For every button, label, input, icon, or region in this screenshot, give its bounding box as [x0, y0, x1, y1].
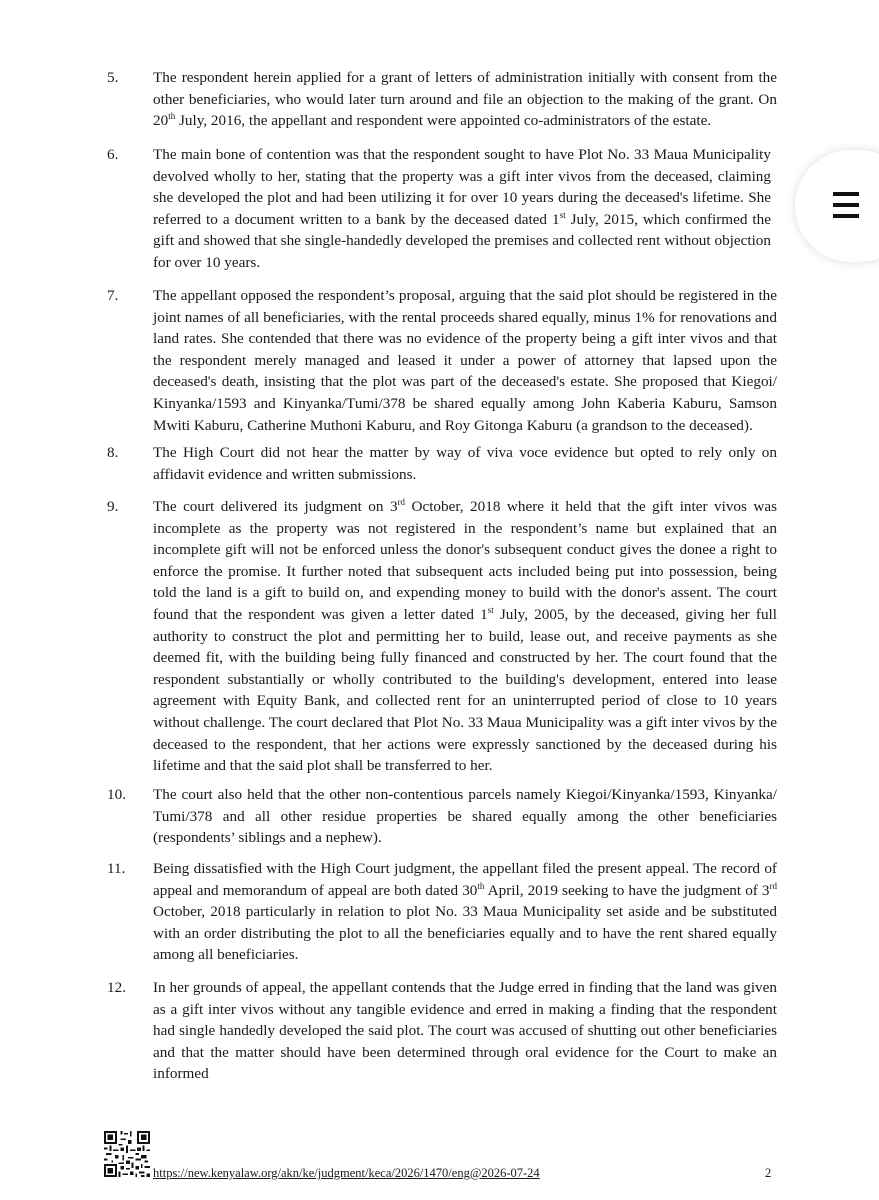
paragraph-text	[153, 285, 777, 436]
paragraph-text	[153, 858, 777, 966]
paragraph-text	[153, 442, 777, 485]
paragraph-text	[153, 496, 777, 777]
text-run: The High Court did not hear the matter by way of viva voce evidence but opted to rely only on affidavit evidence and written submissions.	[153, 444, 777, 483]
paragraph-text	[153, 144, 771, 274]
qr-code-icon	[104, 1131, 150, 1177]
paragraph-number: 11.	[107, 860, 126, 877]
menu-button[interactable]	[795, 150, 879, 262]
text-run: July, 2005, by the deceased, giving her full authority to construct the plot and permitting her to build, lease out, and receive payments as she deemed fit, with the building being fully financed and constructed by her. The court found that the respondent substantially or wholly contributed to the building's development, entered into lease agreement with Equity Bank, and collected rent for an uninterrupted period of close to 10 years without challenge. The court declared that Plot No. 33 Maua Municipality was a gift inter vivos by the deceased to the respondent, that her actions were expressly sanctioned by the deceased during his lifetime and that the said plot shall be transferred to her.	[153, 605, 778, 775]
text-run: The respondent herein applied for a grant of letters of administration initially with consent from the other beneficiaries, who would later turn around and file an objection to the making of the grant. On 20	[153, 69, 777, 130]
paragraph-number: 7.	[107, 287, 119, 304]
judgment-url-link[interactable]: https://new.kenyalaw.org/akn/ke/judgment/keca/2026/1470/eng@2026-07-24	[153, 1166, 540, 1180]
paragraph-number: 5.	[107, 69, 119, 86]
superscript: th	[477, 880, 485, 891]
text-run: Being dissatisfied with the High Court judgment, the appellant filed the present appeal. The record of appeal and memorandum of appeal are both dated 30	[153, 860, 777, 899]
paragraph-number: 6.	[107, 146, 119, 163]
text-run: October, 2018 particularly in relation to plot No. 33 Maua Municipality set aside and be substituted with an order distributing the plot to all the beneficiaries equally and to have the rent shared equally among all beneficiaries.	[153, 903, 777, 964]
paragraph-number: 9.	[107, 498, 119, 515]
text-run: The court also held that the other non-contentious parcels namely Kiegoi/Kinyanka/1593, Kinyanka/ Tumi/378 and all other residue properties be shared equally among the other beneficiaries (respondents’ siblings and a nephew).	[153, 786, 777, 847]
paragraph-number: 8.	[107, 444, 119, 461]
paragraph-text	[153, 977, 777, 1085]
superscript: st	[559, 209, 566, 220]
text-run: July, 2016, the appellant and respondent were appointed co-administrators of the estate.	[175, 112, 712, 130]
paragraph-number: 12.	[107, 979, 126, 996]
paragraph-number: 10.	[107, 786, 126, 803]
text-run: October, 2018 where it held that the gift inter vivos was incomplete as the property was not registered in the respondent’s name but explained that an incomplete gift will not be enforced unless the donor's subsequent conduct gives the donee a right to enforce the promise. It further noted that subsequent acts included being put into possession, being told the land is a gift to build on, and expending money to build with the donor's assent. The court found that the respondent was given a letter dated 1	[153, 498, 777, 623]
superscript: th	[168, 111, 176, 122]
text-run: In her grounds of appeal, the appellant contends that the Judge erred in finding that the land was given as a gift inter vivos without any tangible evidence and erred in making a finding that the respondent had single handedly developed the said plot. The court was accused of shutting out other beneficiaries and that the matter should have been determined through oral evidence for the Court to make an informed	[153, 979, 777, 1083]
text-run: July, 2015, which confirmed the gift and showed that she single-handedly developed the premises and collected rent without objection for over 10 years.	[153, 210, 771, 271]
paragraph-text	[153, 784, 777, 849]
superscript: rd	[769, 880, 778, 891]
text-run: The court delivered its judgment on 3	[153, 498, 398, 515]
superscript: rd	[397, 497, 406, 507]
text-run: The main bone of contention was that the respondent sought to have Plot No. 33 Maua Municipality devolved wholly to her, stating that the property was a gift inter vivos from the deceased, claiming she developed the plot and had been utilizing it for over 10 years during the deceased's lifetime. She referred to a document written to a bank by the deceased dated 1	[153, 146, 771, 228]
page-number: 2	[765, 1166, 772, 1180]
text-run: The appellant opposed the respondent’s proposal, arguing that the said plot should be registered in the joint names of all beneficiaries, with the rental proceeds shared equally, minus 1% for renovations and land rates. She contended that there was no evidence of the property being a gift inter vivos and that the respondent merely managed and leased it under a power of attorney that lapsed upon the deceased's death, insisting that the plot was part of the deceased's estate. She proposed that Kiegoi/ Kinyanka/1593 and Kinyanka/Tumi/378 be shared equally among John Kaberia Kaburu, Samson Mwiti Kaburu, Catherine Muthoni Kaburu, and Roy Gitonga Kaburu (a grandson to the deceased).	[153, 287, 777, 434]
paragraph-text	[153, 67, 777, 132]
superscript: st	[487, 604, 494, 615]
hamburger-menu-icon	[833, 192, 859, 220]
text-run: April, 2019 seeking to have the judgment of 3	[484, 881, 770, 899]
